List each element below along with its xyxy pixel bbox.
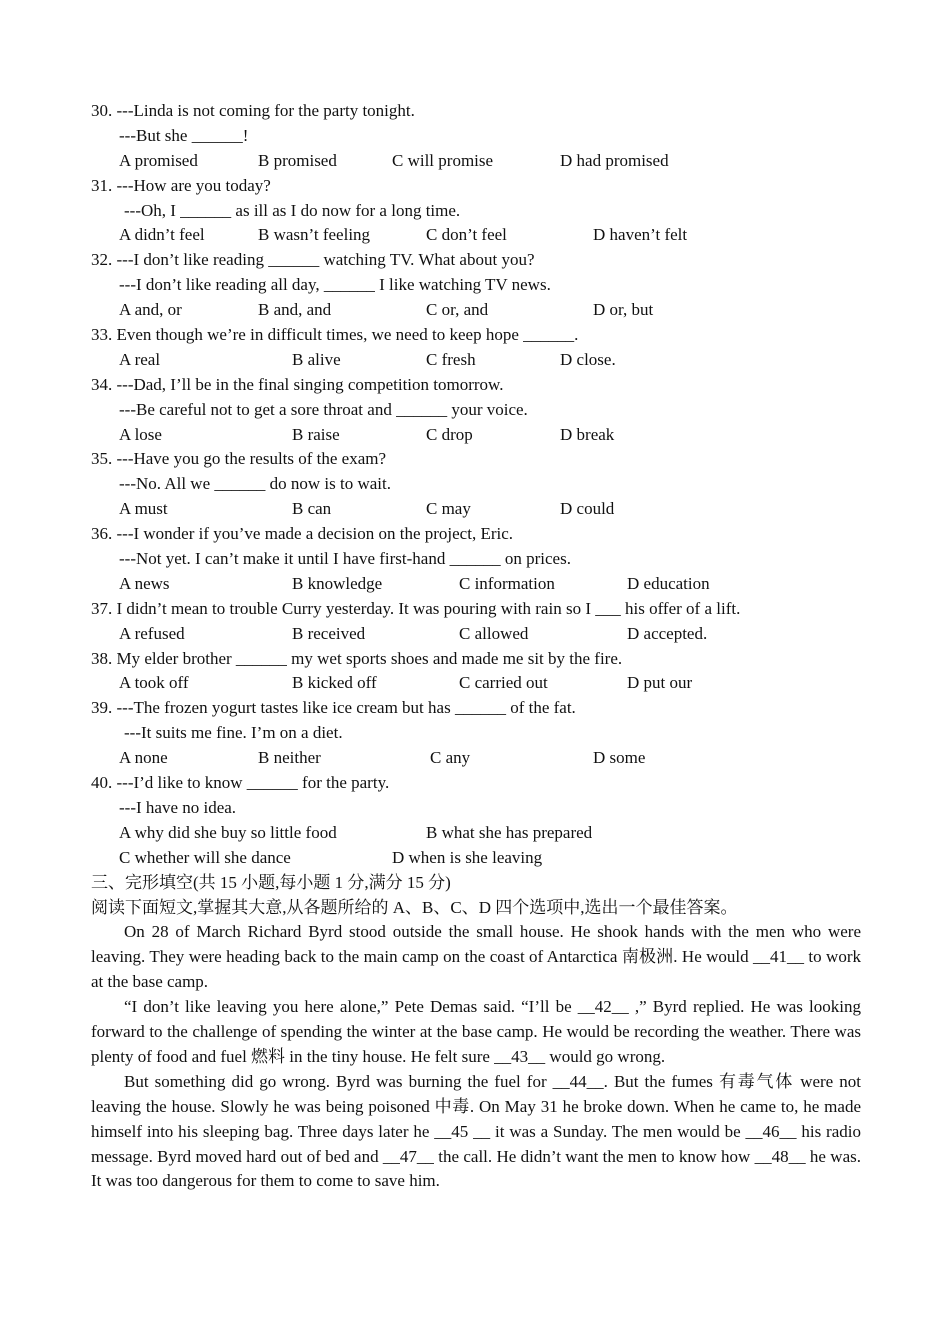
question-36-options xyxy=(91,572,861,597)
option-c[interactable]: C will promise xyxy=(392,150,494,170)
exam-page xyxy=(91,99,861,1194)
option-c[interactable]: C fresh xyxy=(426,349,476,369)
option-a[interactable]: A lose xyxy=(119,424,162,444)
option-a[interactable]: A didn’t feel xyxy=(119,225,205,245)
option-d[interactable]: D some xyxy=(593,748,646,768)
question-33: 33. Even though we’re in difficult times, we need to keep hope ______. xyxy=(91,325,579,345)
option-b[interactable]: B wasn’t feeling xyxy=(258,225,371,245)
option-c[interactable]: C information xyxy=(459,573,555,593)
section-title: 三、完形填空(共 15 小题,每小题 1 分,满分 15 分) xyxy=(91,872,451,892)
question-31: 31. ---How are you today? xyxy=(91,175,271,195)
question-31-reply: ---Oh, I ______ as ill as I do now for a long time. xyxy=(124,200,461,220)
question-40: 40. ---I’d like to know ______ for the party. xyxy=(91,773,390,793)
question-35-reply: ---No. All we ______ do now is to wait. xyxy=(119,474,391,494)
option-d[interactable]: D close. xyxy=(560,349,616,369)
option-c[interactable]: C or, and xyxy=(426,300,489,320)
option-a[interactable]: A and, or xyxy=(119,300,182,320)
question-40-reply: ---I have no idea. xyxy=(119,797,237,817)
option-b[interactable]: B and, and xyxy=(258,300,332,320)
question-36-reply: ---Not yet. I can’t make it until I have first-hand ______ on prices. xyxy=(119,549,571,569)
question-32: 32. ---I don’t like reading ______ watching TV. What about you? xyxy=(91,250,535,270)
question-34-options xyxy=(91,423,861,448)
question-32-reply: ---I don’t like reading all day, ______ I like watching TV news. xyxy=(119,275,551,295)
option-a[interactable]: A promised xyxy=(119,150,198,170)
question-30-reply: ---But she ______! xyxy=(119,125,249,145)
question-39-reply: ---It suits me fine. I’m on a diet. xyxy=(124,723,343,743)
option-b[interactable]: B promised xyxy=(258,150,337,170)
option-a[interactable]: A why did she buy so little food xyxy=(119,822,337,842)
question-37-options xyxy=(91,622,861,647)
option-a[interactable]: A took off xyxy=(119,673,189,693)
passage-paragraph-2: “I don’t like leaving you here alone,” Pete Demas said. “I’ll be __42__ ,” Byrd replied. He was looking forward to the challenge of spending the winter at the base camp. He would be recording the weather. There was plenty of food and fuel 燃料 in the tiny house. He felt sure __43__ would go wrong. xyxy=(91,997,861,1066)
question-38: 38. My elder brother ______ my wet sports shoes and made me sit by the fire. xyxy=(91,648,623,668)
option-d[interactable]: D haven’t felt xyxy=(593,225,688,245)
option-a[interactable]: A news xyxy=(119,573,170,593)
option-d[interactable]: D education xyxy=(627,573,710,593)
question-30-options xyxy=(91,149,861,174)
option-c[interactable]: C drop xyxy=(426,424,473,444)
option-c[interactable]: C whether will she dance xyxy=(119,847,291,867)
option-c[interactable]: C allowed xyxy=(459,623,529,643)
question-34-reply: ---Be careful not to get a sore throat and ______ your voice. xyxy=(119,399,528,419)
option-c[interactable]: C may xyxy=(426,499,471,519)
question-31-options xyxy=(91,223,861,248)
option-b[interactable]: B can xyxy=(292,499,332,519)
option-a[interactable]: A none xyxy=(119,748,168,768)
question-32-options xyxy=(91,298,861,323)
option-b[interactable]: B neither xyxy=(258,748,321,768)
option-c[interactable]: C carried out xyxy=(459,673,548,693)
option-c[interactable]: C don’t feel xyxy=(426,225,507,245)
option-b[interactable]: B knowledge xyxy=(292,573,383,593)
option-c[interactable]: C any xyxy=(430,748,471,768)
option-a[interactable]: A must xyxy=(119,499,168,519)
question-40-options-cd xyxy=(91,846,861,871)
question-30: 30. ---Linda is not coming for the party tonight. xyxy=(91,101,415,120)
option-d[interactable]: D put our xyxy=(627,673,693,693)
option-d[interactable]: D could xyxy=(560,499,615,519)
question-33-options xyxy=(91,348,861,373)
question-38-options xyxy=(91,671,861,696)
option-d[interactable]: D or, but xyxy=(593,300,654,320)
option-b[interactable]: B what she has prepared xyxy=(426,822,593,842)
option-d[interactable]: D had promised xyxy=(560,150,669,170)
question-35: 35. ---Have you go the results of the exam? xyxy=(91,449,387,469)
option-a[interactable]: A real xyxy=(119,349,161,369)
question-39: 39. ---The frozen yogurt tastes like ice cream but has ______ of the fat. xyxy=(91,698,576,718)
question-37: 37. I didn’t mean to trouble Curry yesterday. It was pouring with rain so I ___ his offer of a lift. xyxy=(91,598,741,618)
option-d[interactable]: D when is she leaving xyxy=(392,847,543,867)
question-34: 34. ---Dad, I’ll be in the final singing competition tomorrow. xyxy=(91,374,504,394)
question-39-options xyxy=(91,746,861,771)
section-instruction: 阅读下面短文,掌握其大意,从各题所给的 A、B、C、D 四个选项中,选出一个最佳答案。 xyxy=(91,897,738,917)
passage-paragraph-3: But something did go wrong. Byrd was burning the fuel for __44__. But the fumes 有毒气体 were not leaving the house. Slowly he was being poisoned 中毒. On May 31 he broke down. When he came to, he made himself into his sleeping bag. Three days later he __45 __ it was a Sunday. The men would be __46__ his radio message. Byrd moved hard out of bed and __47__ the call. He didn’t want the men to know how __48__ he was. It was too dangerous for them to come to save him. xyxy=(91,1071,861,1191)
option-d[interactable]: D accepted. xyxy=(627,623,708,643)
option-b[interactable]: B raise xyxy=(292,424,340,444)
question-40-options-ab xyxy=(91,821,861,846)
option-b[interactable]: B received xyxy=(292,623,366,643)
option-d[interactable]: D break xyxy=(560,424,615,444)
passage-paragraph-1: On 28 of March Richard Byrd stood outside the small house. He shook hands with the men who were leaving. They were heading back to the main camp on the coast of Antarctica 南极洲. He would __41__ to work at the base camp. xyxy=(91,922,861,992)
question-35-options xyxy=(91,497,861,522)
question-36: 36. ---I wonder if you’ve made a decision on the project, Eric. xyxy=(91,524,514,544)
option-b[interactable]: B kicked off xyxy=(292,673,377,693)
option-a[interactable]: A refused xyxy=(119,623,185,643)
option-b[interactable]: B alive xyxy=(292,349,341,369)
